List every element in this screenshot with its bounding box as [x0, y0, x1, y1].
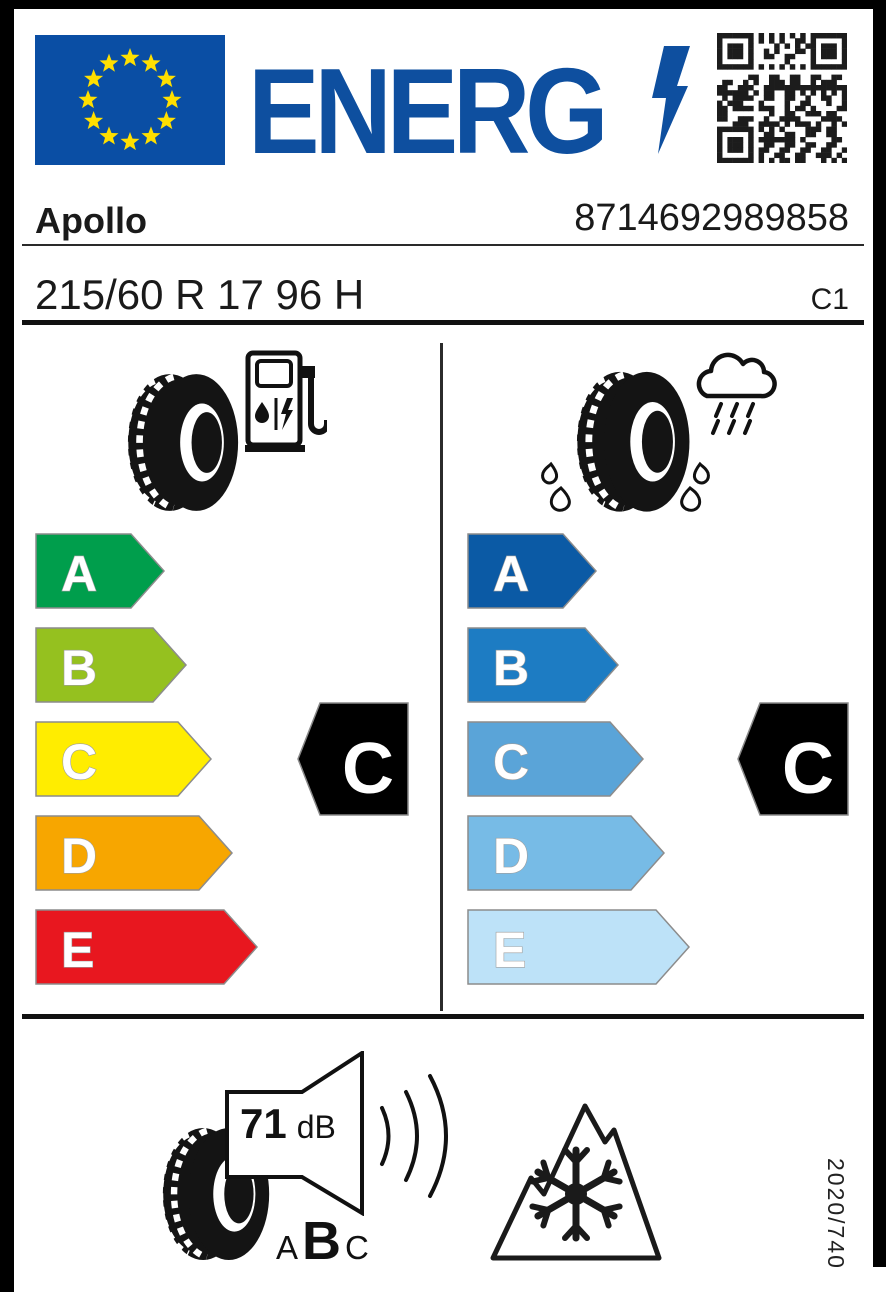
tire-size: 215/60 R 17 96 H	[35, 271, 365, 318]
wet-grade-label: C	[493, 734, 530, 790]
noise-class-a: A	[276, 1229, 299, 1266]
noise-class-c: C	[345, 1229, 369, 1266]
fuel-grade-arrow-a	[36, 534, 164, 608]
noise-value: 71	[240, 1100, 287, 1147]
sound-waves-icon	[372, 1056, 464, 1216]
fuel-grade-label: D	[61, 828, 98, 884]
separator-line-thick	[22, 320, 864, 325]
separator-line	[22, 244, 864, 246]
qr-code	[717, 33, 847, 163]
fuel-grade-arrow-b	[36, 628, 186, 702]
wet-grade-arrow-a	[468, 534, 596, 608]
wet-grade-label: D	[493, 828, 530, 884]
regulation-number: 2020/740	[823, 1158, 849, 1270]
noise-class-b-active: B	[302, 1211, 342, 1271]
ean-number: 8714692989858	[574, 197, 849, 239]
noise-unit: dB	[296, 1109, 336, 1145]
label-border-left	[0, 0, 14, 1292]
eu-flag	[35, 35, 225, 165]
label-border-right	[873, 0, 886, 1267]
lightning-bolt-icon	[650, 46, 690, 154]
rain-cloud-icon	[683, 348, 783, 436]
wet-grade-arrow-b	[468, 628, 618, 702]
tire-class: C1	[810, 283, 849, 316]
noise-class-indicator	[276, 1210, 369, 1272]
fuel-grade-label: A	[61, 546, 98, 602]
fuel-grade-label: E	[61, 922, 95, 978]
separator-line-bottom	[22, 1014, 864, 1019]
energ-logo-text: ENERG	[248, 43, 604, 179]
brand-name: Apollo	[35, 200, 147, 241]
wet-rating-letter: C	[782, 729, 834, 809]
wet-grade-label: B	[493, 640, 530, 696]
wet-grip-scale	[467, 533, 727, 985]
wet-rating-indicator	[736, 701, 850, 817]
noise-level	[240, 1100, 336, 1148]
fuel-grade-label: B	[61, 640, 98, 696]
fuel-rating-letter: C	[342, 729, 394, 809]
fuel-grade-label: C	[61, 734, 98, 790]
snow-3pmsf-icon	[487, 1090, 665, 1268]
wet-grade-label: E	[493, 922, 527, 978]
label-border-top	[0, 0, 886, 9]
fuel-efficiency-scale	[35, 533, 295, 985]
section-divider	[440, 343, 443, 1011]
fuel-tire-icon	[126, 371, 240, 514]
fuel-rating-indicator	[296, 701, 410, 817]
fuel-pump-icon	[245, 350, 327, 454]
wet-grade-label: A	[493, 546, 530, 602]
